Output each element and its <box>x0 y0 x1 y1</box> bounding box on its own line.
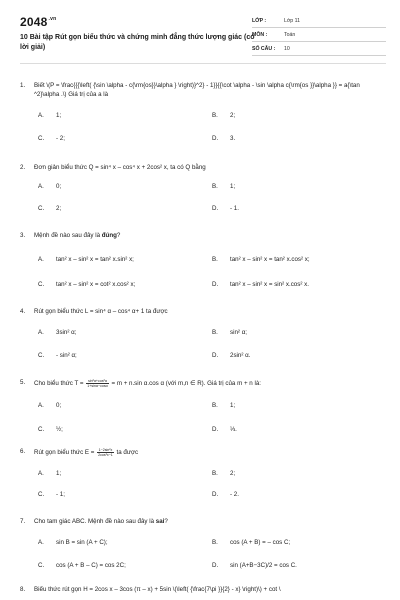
option-d[interactable] <box>212 426 237 433</box>
option-text: 2sin² α. <box>230 352 251 359</box>
option-label: D. <box>212 491 219 498</box>
option-text: 3. <box>230 135 236 142</box>
question-text: Đơn giản biểu thức Q = sin⁴ x – cos⁴ x + 2cos² x, ta có Q bằng <box>34 164 206 171</box>
option-a[interactable] <box>38 329 76 336</box>
site-logo[interactable] <box>20 15 56 29</box>
option-label: A. <box>38 402 44 409</box>
option-label: A. <box>38 470 44 477</box>
option-text: 2; <box>56 205 62 212</box>
option-b[interactable] <box>212 329 247 336</box>
question-text <box>34 379 386 389</box>
question-number: 4. <box>20 308 26 315</box>
question-2 <box>20 164 386 173</box>
option-b[interactable] <box>212 470 235 477</box>
question-3 <box>20 232 386 241</box>
fraction <box>86 379 109 388</box>
option-text: 1; <box>56 470 62 477</box>
logo-suffix: .vn <box>48 16 57 22</box>
meta-value: 10 <box>284 45 290 52</box>
option-label: D. <box>212 562 219 569</box>
question-text-post: ? <box>164 518 168 525</box>
fraction-denominator: 1+sinα−cosα <box>87 384 108 388</box>
question-text-post: = m + n.sin α.cos α (với m,n ∈ R). Giá trị của m + n là: <box>109 380 261 388</box>
option-label: C. <box>38 352 45 359</box>
option-label: D. <box>212 352 219 359</box>
question-7 <box>20 518 386 527</box>
option-d[interactable] <box>212 352 250 359</box>
option-c[interactable] <box>38 135 65 142</box>
option-label: B. <box>212 329 218 336</box>
option-text: - 1; <box>56 491 65 498</box>
fraction-numerator: 1−2sin²x <box>98 448 113 452</box>
document-title: 10 Bài tập Rút gọn biểu thức và chứng minh đẳng thức lượng giác (có lời giải) <box>20 34 255 51</box>
question-text-pre: Mệnh đề nào sau đây là <box>34 232 102 239</box>
option-d[interactable] <box>212 562 297 569</box>
header-divider <box>20 63 386 64</box>
meta-label: MÔN : <box>252 31 268 38</box>
option-label: C. <box>38 135 45 142</box>
option-text: - 1. <box>230 205 239 212</box>
option-text: cos (A + B – C) = cos 2C; <box>56 562 126 569</box>
option-c[interactable] <box>38 352 77 359</box>
option-a[interactable] <box>38 470 61 477</box>
question-4 <box>20 308 386 317</box>
option-label: C. <box>38 281 45 288</box>
meta-row-class <box>252 14 386 28</box>
question-text-pre: Cho biểu thức T = <box>34 380 86 388</box>
option-label: A. <box>38 329 44 336</box>
option-b[interactable] <box>212 183 235 190</box>
option-label: C. <box>38 205 45 212</box>
option-a[interactable] <box>38 402 61 409</box>
option-text: ⅓. <box>230 426 237 433</box>
question-text <box>34 232 386 241</box>
option-b[interactable] <box>212 539 290 546</box>
option-label: B. <box>212 402 218 409</box>
meta-row-subject <box>252 28 386 42</box>
option-b[interactable] <box>212 112 235 119</box>
option-text: ½; <box>56 426 63 433</box>
option-text: 0; <box>56 183 62 190</box>
option-label: A. <box>38 256 44 263</box>
option-label: C. <box>38 562 45 569</box>
option-text: 0; <box>56 402 62 409</box>
option-label: D. <box>212 205 219 212</box>
question-number: 5. <box>20 379 26 386</box>
option-text: sin (A+B−3C)/2 = cos C. <box>230 562 297 569</box>
option-b[interactable] <box>212 256 310 263</box>
question-number: 1. <box>20 82 26 89</box>
option-label: D. <box>212 135 219 142</box>
option-d[interactable] <box>212 281 309 288</box>
option-label: B. <box>212 183 218 190</box>
option-a[interactable] <box>38 183 61 190</box>
option-text: 2; <box>230 470 236 477</box>
option-label: A. <box>38 112 44 119</box>
option-text: sin B = sin (A + C); <box>56 539 108 546</box>
option-a[interactable] <box>38 112 61 119</box>
question-text-pre: Rút gọn biểu thức E = <box>34 449 97 457</box>
question-number: 7. <box>20 518 26 525</box>
option-c[interactable] <box>38 491 65 498</box>
option-text: tan² x – sin² x = tan² x.cos² x; <box>230 256 310 263</box>
fraction-numerator: sin²α+cos²α <box>88 379 107 383</box>
question-5 <box>20 379 386 389</box>
meta-label: LỚP : <box>252 17 267 24</box>
question-number: 2. <box>20 164 26 171</box>
question-emphasis: sai <box>155 518 165 525</box>
question-text: Rút gọn biểu thức L = sin⁴ α – cos⁴ α+ 1 ta được <box>34 308 168 315</box>
meta-value: Toán <box>284 31 296 38</box>
option-text: - 2; <box>56 135 65 142</box>
option-label: D. <box>212 426 219 433</box>
option-text: 2; <box>230 112 236 119</box>
question-text: Biết \(P = \frac{{{\left( {\sin \alpha - c{\rm{os}}\alpha } \right)}^2} - 1}}{{\cot \alpha - \sin \alpha c{\rm{os }}\alpha }} = a{\tan ^2}\alpha .\) Giá trị của a là <box>34 82 360 98</box>
option-text: 3sin² α; <box>56 329 77 336</box>
option-c[interactable] <box>38 426 63 433</box>
option-c[interactable] <box>38 562 126 569</box>
option-text: cos (A + B) = – cos C; <box>230 539 291 546</box>
meta-value: Lớp 11 <box>284 17 300 24</box>
meta-row-count <box>252 42 386 56</box>
option-label: C. <box>38 426 45 433</box>
question-6 <box>20 448 386 458</box>
option-text: tan² x – sin² x = sin² x.cos² x. <box>230 281 309 288</box>
option-label: B. <box>212 539 218 546</box>
question-text <box>34 518 386 527</box>
option-text: 1; <box>230 183 236 190</box>
option-text: tan² x – sin² x = tan² x.sin² x; <box>56 256 134 263</box>
option-text: - sin² α; <box>56 352 77 359</box>
question-number: 6. <box>20 448 26 455</box>
option-a[interactable] <box>38 539 108 546</box>
logo-text: 2048 <box>20 15 48 29</box>
option-c[interactable] <box>38 205 61 212</box>
question-text <box>34 448 386 458</box>
option-c[interactable] <box>38 281 135 288</box>
option-label: A. <box>38 183 44 190</box>
fraction <box>97 448 114 457</box>
question-number: 8. <box>20 586 26 593</box>
option-label: C. <box>38 491 45 498</box>
option-label: A. <box>38 539 44 546</box>
question-emphasis: đúng <box>101 232 117 239</box>
question-text-post: ? <box>116 232 121 239</box>
option-text: - 2. <box>230 491 239 498</box>
option-text: sin² α; <box>230 329 247 336</box>
option-label: D. <box>212 281 219 288</box>
option-label: B. <box>212 112 218 119</box>
option-text: 1; <box>230 402 236 409</box>
question-text-pre: Cho tam giác ABC. Mệnh đề nào sau đây là <box>34 518 156 525</box>
option-text: tan² x – sin² x = cot² x.cos² x; <box>56 281 136 288</box>
question-number: 3. <box>20 232 26 239</box>
option-label: B. <box>212 256 218 263</box>
question-8 <box>20 586 386 595</box>
option-d[interactable] <box>212 491 239 498</box>
question-text: Biểu thức rút gọn H = 2cos x – 3cos (π – x) + 5sin \(\left( {\frac{7\pi }}{2} - x} \right)\) + cot \ <box>34 586 281 593</box>
question-text-post: ta được <box>114 449 139 457</box>
option-b[interactable] <box>212 402 235 409</box>
option-text: 1; <box>56 112 62 119</box>
option-label: B. <box>212 470 218 477</box>
meta-label: SỐ CÂU : <box>252 45 276 52</box>
fraction-denominator: 2cos²x−1 <box>98 453 113 457</box>
meta-table <box>252 14 386 56</box>
option-d[interactable] <box>212 135 235 142</box>
option-d[interactable] <box>212 205 239 212</box>
option-a[interactable] <box>38 256 134 263</box>
question-1 <box>20 82 386 99</box>
